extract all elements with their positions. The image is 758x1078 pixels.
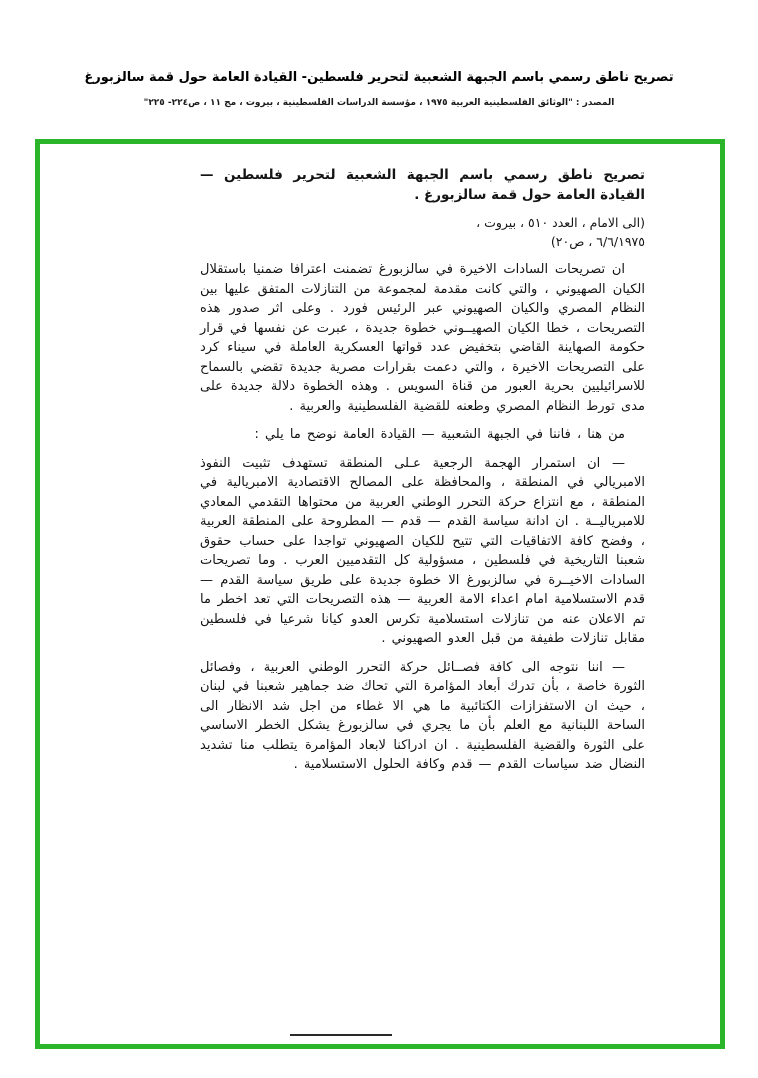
document-title (200, 165, 645, 205)
citation-line-1: (الى الامام ، العدد ٥١٠ ، بيروت ، (476, 215, 645, 230)
paragraph-1: ان تصريحات السادات الاخيرة في سالزبورغ تضمنت اعترافا ضمنيا باستقلال الكيان الصهيوني ، والتي كانت مقدمة لمجموعة من التنازلات المتفق عليها بين النظام المصري والكيان الصهيوني عبر الرئيس فورد . وعلى اثر صدور هذه التصريحات ، خطا الكيان الصهيــوني خطوة جديدة ، عبرت عن نفسها في قرار حكومة الصهاينة القاضي بتخفيض عدد قواتها العسكرية العاملة في سيناء كرد على التصريحات الاخيرة ، والتي دعمت بقرارات مصرية جديدة تقضي بالسماح للاسرائيليين بحرية العبور من قناة السويس . وهذه الخطوة دلالة جديدة على مدى تورط النظام المصري وطعنه للقضية الفلسطينية والعربية . (200, 262, 645, 414)
citation (200, 214, 645, 251)
citation-line-2: ٦/٦/١٩٧٥ ، ص٢٠) (550, 233, 645, 249)
document-content (200, 165, 645, 775)
page-title: تصريح ناطق رسمي باسم الجبهة الشعبية لتحرير فلسطين- القيادة العامة حول قمة سالزبورغ (84, 70, 674, 85)
footer-divider (290, 1034, 392, 1036)
document-title-line-2: القيادة العامة حول قمة سالزبورغ . (414, 187, 645, 203)
paragraph-3: — ان استمرار الهجمة الرجعية عـلى المنطقة تستهدف تثبيت النفوذ الامبريالي في المنطقة ، والمحافظة على المصالح الاقتصادية الامبريالية في المنطقة ، مع انتزاع حركة التحرر الوطني العربية من محتواها التقدمي المعادي للامبرياليــة . ان ادانة سياسة القدم — قدم — المطروحة على المنطقة العربية ، وفضح كافة الاتفاقيات التي تتيح للكيان الصهيوني تواجدا على حساب حقوق شعبنا التاريخية في فلسطين ، مسؤولية كل التقدميين العرب . وما تصريحات السادات الاخيــرة في سالزبورغ الا خطوة جديدة على طريق سياسة القدم — قدم الاستسلامية امام اعداء الامة العربية — هذه التصريحات التي تعد اخطر ما تم الاعلان عنه من تنازلات استسلامية تكرس العدو كيانا شرعيا في فلسطين مقابل تنازلات طفيفة من قبل العدو الصهيوني . (200, 455, 645, 646)
source-line: المصدر : "الوثائق الفلسطينية العربية ١٩٧٥ ، مؤسسة الدراسات الفلسطينية ، بيروت ، مج ١١ ، ص٢٢٤- ٢٢٥" (143, 98, 615, 108)
document-frame (35, 139, 725, 1049)
document-title-line-1: تصريح ناطق رسمي باسم الجبهة الشعبية لتحرير فلسطين — (200, 167, 645, 183)
paragraph-2: من هنا ، فاننا في الجبهة الشعبية — القيادة العامة نوضح ما يلي : (254, 427, 625, 442)
paragraph-4: — اننا نتوجه الى كافة فصــائل حركة التحرر الوطني العربية ، وفصائل الثورة خاصة ، بأن تدرك أبعاد المؤامرة التي تحاك ضد جماهير شعبنا في لبنان ، حيث ان الاستفزازات الكتائبية ما هي الا غطاء من اجل شد الانظار الى الساحة اللبنانية مع العلم بأن ما يجري في سالزبورغ يشكل الخطر الاساسي على الثورة والقضية الفلسطينية . ان ادراكنا لابعاد المؤامرة يتطلب منا تشديد النضال ضد سياسات القدم — قدم وكافة الحلول الاستسلامية . (200, 659, 645, 772)
